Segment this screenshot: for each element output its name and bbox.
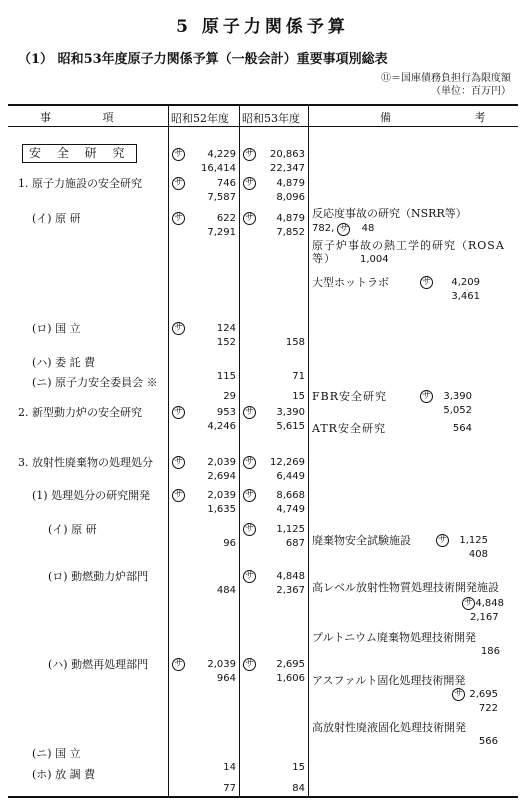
budget-value: 158 [285, 337, 305, 348]
row-label: (ニ) 原子力安全委員会 ※ [32, 376, 158, 389]
debt-mark-icon: サ [421, 277, 431, 287]
table-subtitle: （1） 昭和53年度原子力関係予算（一般会計）重要事項別総表 [18, 52, 388, 67]
debt-mark-icon: サ [173, 490, 183, 500]
debt-limit-value: 2,039 [207, 659, 236, 670]
note-waste-value-1: 1,125 [459, 535, 488, 546]
budget-value: 7,587 [207, 192, 236, 203]
debt-limit-value: 4,229 [207, 149, 236, 160]
note-hlw-value-2: 2,167 [470, 612, 499, 623]
debt-mark-icon: サ [173, 659, 183, 669]
debt-mark-icon: サ [173, 323, 183, 333]
note-asph-value-1: 2,695 [469, 689, 498, 700]
debt-limit-value: 12,269 [270, 457, 305, 468]
note-hotlab-value-2: 3,461 [451, 291, 480, 302]
note-pu-value: 186 [480, 646, 500, 657]
budget-value: 4,246 [207, 421, 236, 432]
row-label: (ロ) 動燃動力炉部門 [48, 570, 149, 583]
note-hlw: 高レベル放射性物質処理技術開発施設 [312, 581, 499, 594]
note-atr-value: 564 [452, 423, 472, 434]
note-fbr-value-1: 3,390 [443, 391, 472, 402]
debt-mark-icon: サ [453, 689, 463, 699]
budget-value: 29 [223, 391, 236, 402]
header-fy53: 昭和53年度 [242, 112, 300, 125]
header-note: 備 考 [380, 111, 525, 124]
header-fy52: 昭和52年度 [171, 112, 229, 125]
budget-value: 8,096 [276, 192, 305, 203]
note-waste: 廃棄物安全試験施設 [312, 534, 411, 547]
col-divider-1 [168, 104, 169, 796]
legend-unit: （単位：百万円） [431, 86, 511, 97]
note-asph-value-2: 722 [478, 703, 498, 714]
debt-mark-icon: サ [173, 149, 183, 159]
debt-mark-icon: サ [421, 391, 431, 401]
note-rosa: 原子炉事故の熱工学的研究（ROSA等） [312, 239, 505, 265]
note-pu: プルトニウム廃棄物処理技術開発 [312, 631, 477, 644]
debt-limit-value: 953 [216, 407, 236, 418]
budget-value: 964 [216, 673, 236, 684]
debt-mark-icon: サ [173, 213, 183, 223]
note-fbr-value-2: 5,052 [443, 405, 472, 416]
debt-limit-value: 8,668 [276, 490, 305, 501]
debt-limit-value: 4,879 [276, 178, 305, 189]
debt-limit-value: 746 [216, 178, 236, 189]
budget-value: 2,367 [276, 585, 305, 596]
note-nsrr-value-2: 48 [361, 223, 375, 234]
debt-mark-icon: サ [244, 571, 254, 581]
legend-mark-note: ⑪＝国庫債務負担行為限度額 [381, 73, 511, 84]
page-title: 5 原子力関係予算 [176, 17, 349, 37]
debt-mark-icon: サ [244, 178, 254, 188]
row-label: (ニ) 国 立 [32, 747, 81, 760]
debt-limit-value: 2,039 [207, 457, 236, 468]
debt-mark-icon: サ [173, 457, 183, 467]
budget-value: 22,347 [270, 163, 305, 174]
col-divider-3 [308, 104, 309, 796]
debt-limit-value: 1,125 [276, 524, 305, 535]
note-vitr: 高放射性廃液固化処理技術開発 [312, 721, 466, 734]
note-fbr: FBR安全研究 [312, 390, 387, 403]
note-waste-value-2: 408 [468, 549, 488, 560]
row-label: (ロ) 国 立 [32, 322, 81, 335]
debt-limit-value: 20,863 [270, 149, 305, 160]
debt-mark-icon: サ [244, 149, 254, 159]
budget-value: 687 [285, 538, 305, 549]
note-hlw-value-1: 4,848 [475, 598, 504, 609]
debt-mark-icon: サ [173, 407, 183, 417]
debt-limit-value: 2,695 [276, 659, 305, 670]
legend [381, 72, 511, 98]
note-atr: ATR安全研究 [312, 422, 386, 435]
budget-value: 96 [223, 538, 236, 549]
debt-mark-icon: サ [244, 407, 254, 417]
note-hotlab: 大型ホットラボ [312, 276, 389, 289]
note-nsrr-value [312, 222, 374, 236]
note-vitr-value: 566 [478, 736, 498, 747]
row-label: 3. 放射性廃棄物の処理処分 [18, 456, 153, 469]
budget-value: 1,635 [207, 504, 236, 515]
debt-mark-icon: サ [339, 224, 349, 234]
debt-limit-value: 3,390 [276, 407, 305, 418]
debt-mark-icon: サ [244, 213, 254, 223]
note-nsrr: 反応度事故の研究（NSRR等） [312, 207, 467, 220]
row-label: (ハ) 動燃再処理部門 [48, 658, 149, 671]
row-label: 2. 新型動力炉の安全研究 [18, 406, 142, 419]
row-label: (ホ) 放 調 費 [32, 768, 96, 781]
note-rosa-value: 1,004 [360, 254, 389, 265]
debt-mark-icon: サ [244, 659, 254, 669]
note-nsrr-value-1: 782, [312, 223, 335, 234]
budget-value: 15 [292, 762, 305, 773]
row-label: (ハ) 委 託 費 [32, 356, 96, 369]
budget-value: 15 [292, 391, 305, 402]
debt-limit-value: 124 [216, 323, 236, 334]
table-top-rule [8, 104, 518, 106]
budget-value: 484 [216, 585, 236, 596]
budget-value: 2,694 [207, 471, 236, 482]
row-label: 安 全 研 究 [22, 144, 137, 163]
budget-value: 115 [216, 371, 236, 382]
col-divider-2 [239, 104, 240, 796]
budget-value: 71 [292, 371, 305, 382]
row-label: (イ) 原 研 [48, 523, 97, 536]
budget-value: 1,606 [276, 673, 305, 684]
debt-mark-icon: サ [437, 535, 447, 545]
debt-limit-value: 622 [216, 213, 236, 224]
budget-value: 4,749 [276, 504, 305, 515]
budget-value: 6,449 [276, 471, 305, 482]
debt-mark-icon: サ [244, 457, 254, 467]
budget-value: 77 [223, 783, 236, 794]
budget-value: 5,615 [276, 421, 305, 432]
budget-value: 16,414 [201, 163, 236, 174]
row-label: 1. 原子力施設の安全研究 [18, 177, 142, 190]
budget-value: 152 [216, 337, 236, 348]
header-bottom-rule [8, 126, 518, 127]
budget-value: 14 [223, 762, 236, 773]
budget-value: 7,852 [276, 227, 305, 238]
debt-mark-icon: サ [463, 598, 473, 608]
table-bottom-rule [8, 796, 518, 798]
note-asph: アスファルト固化処理技術開発 [312, 674, 466, 687]
row-label: (1) 処理処分の研究開発 [32, 489, 151, 502]
debt-limit-value: 4,879 [276, 213, 305, 224]
header-item: 事 項 [40, 111, 138, 124]
budget-value: 7,291 [207, 227, 236, 238]
row-label: (イ) 原 研 [32, 212, 81, 225]
budget-value: 84 [292, 783, 305, 794]
debt-limit-value: 4,848 [276, 571, 305, 582]
debt-mark-icon: サ [244, 490, 254, 500]
debt-limit-value: 2,039 [207, 490, 236, 501]
note-hotlab-value-1: 4,209 [451, 277, 480, 288]
debt-mark-icon: サ [173, 178, 183, 188]
debt-mark-icon: サ [244, 524, 254, 534]
